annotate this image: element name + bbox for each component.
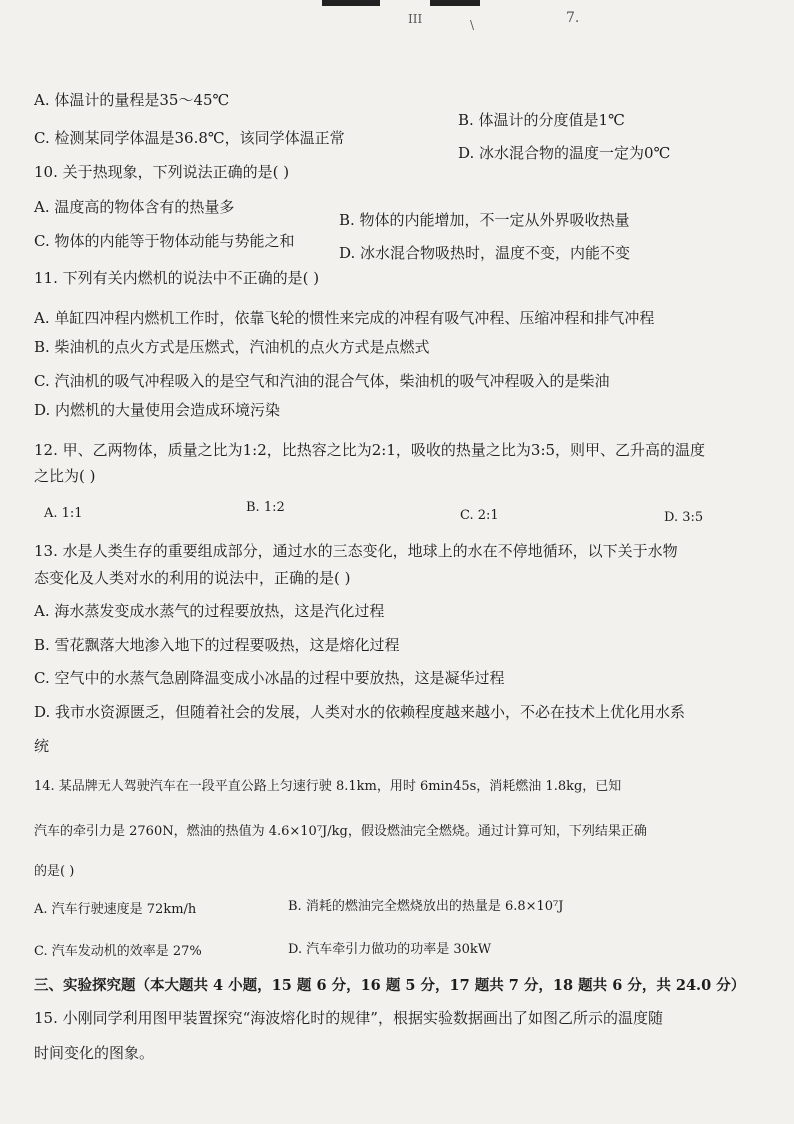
q14-option-b: B. 消耗的燃油完全燃烧放出的热量是 6.8×10⁷J	[288, 899, 564, 914]
header-mark: \	[470, 18, 475, 32]
q12-option-b: B. 1:2	[246, 500, 285, 515]
q14-option-a: A. 汽车行驶速度是 72km/h	[34, 902, 197, 917]
q10-option-d: D. 冰水混合物吸热时，温度不变，内能不变	[339, 244, 631, 262]
q13-option-c: C. 空气中的水蒸气急剧降温变成小冰晶的过程中要放热，这是凝华过程	[34, 669, 505, 687]
q10-option-c: C. 物体的内能等于物体动能与势能之和	[34, 232, 295, 250]
section-3-heading: 三、实验探究题（本大题共 4 小题，15 题 6 分，16 题 5 分，17 题共 7 分，18 题共 6 分，共 24.0 分）	[34, 977, 746, 994]
q11-option-c: C. 汽油机的吸气冲程吸入的是空气和汽油的混合气体，柴油机的吸气冲程吸入的是柴油	[34, 372, 610, 390]
q10-option-b: B. 物体的内能增加，不一定从外界吸收热量	[339, 211, 630, 229]
q15-stem-line2: 时间变化的图象。	[34, 1044, 155, 1062]
q9-option-a: A. 体温计的量程是35～45℃	[34, 91, 230, 109]
q12-stem-line1: 12. 甲、乙两物体，质量之比为1:2，比热容之比为2:1，吸收的热量之比为3:5，则甲、乙升高的温度	[34, 441, 706, 459]
q11-option-b: B. 柴油机的点火方式是压燃式，汽油机的点火方式是点燃式	[34, 338, 430, 356]
q10-stem: 10. 关于热现象，下列说法正确的是( )	[34, 163, 290, 181]
q9-option-c: C. 检测某同学体温是36.8℃，该同学体温正常	[34, 129, 345, 147]
q12-option-c: C. 2:1	[460, 508, 499, 523]
q14-stem-line2: 汽车的牵引力是 2760N，燃油的热值为 4.6×10⁷J/kg，假设燃油完全燃烧。通过计算可知，下列结果正确	[34, 824, 647, 839]
q9-option-b: B. 体温计的分度值是1℃	[458, 111, 625, 129]
q13-option-d-line2: 统	[34, 737, 50, 755]
q11-option-a: A. 单缸四冲程内燃机工作时，依靠飞轮的惯性来完成的冲程有吸气冲程、压缩冲程和排气冲程	[34, 309, 655, 327]
q12-option-d: D. 3:5	[664, 510, 704, 525]
q14-option-d: D. 汽车牵引力做功的功率是 30kW	[288, 942, 492, 957]
q11-stem: 11. 下列有关内燃机的说法中不正确的是( )	[34, 269, 320, 287]
q11-option-d: D. 内燃机的大量使用会造成环境污染	[34, 401, 281, 419]
q13-stem-line2: 态变化及人类对水的利用的说法中，正确的是( )	[34, 569, 351, 587]
q10-option-a: A. 温度高的物体含有的热量多	[34, 198, 235, 216]
q15-stem-line1: 15. 小刚同学利用图甲装置探究“海波熔化时的规律”，根据实验数据画出了如图乙所示的温度随	[34, 1009, 663, 1027]
q14-stem-line1: 14. 某品牌无人驾驶汽车在一段平直公路上匀速行驶 8.1km，用时 6min45s，消耗燃油 1.8kg，已知	[34, 779, 622, 794]
header-mark: 7.	[566, 10, 580, 26]
header-mark: III	[408, 12, 423, 26]
q12-option-a: A. 1:1	[44, 506, 83, 521]
q14-stem-line3: 的是( )	[34, 864, 75, 879]
q13-option-b: B. 雪花飘落大地渗入地下的过程要吸热，这是熔化过程	[34, 636, 400, 654]
q13-stem-line1: 13. 水是人类生存的重要组成部分，通过水的三态变化，地球上的水在不停地循环，以下关于水物	[34, 542, 678, 560]
q14-option-c: C. 汽车发动机的效率是 27%	[34, 944, 202, 959]
q12-stem-line2: 之比为( )	[34, 467, 96, 485]
q13-option-a: A. 海水蒸发变成水蒸气的过程要放热，这是汽化过程	[34, 602, 385, 620]
q13-option-d-line1: D. 我市水资源匮乏，但随着社会的发展，人类对水的依赖程度越来越小，不必在技术上优化用水系	[34, 703, 686, 721]
top-edge-mark	[430, 0, 480, 6]
q9-option-d: D. 冰水混合物的温度一定为0℃	[458, 144, 671, 162]
top-edge-mark	[322, 0, 380, 6]
